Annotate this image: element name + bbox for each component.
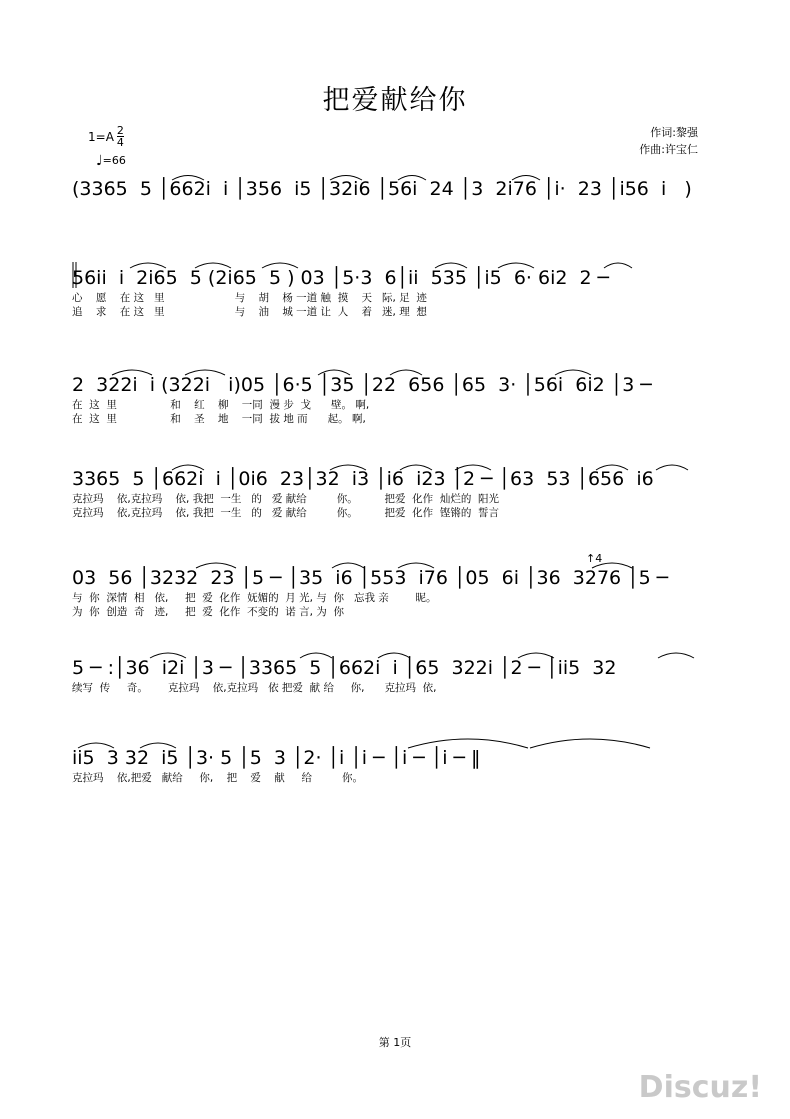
lyrics-line-2: 追 求 在 这 里 与 油 城 一道 让 人 着 迷, 理 想 [72,306,427,318]
lyrics-line-2: 在 这 里 和 圣 地 一同 拔 地 而 起。 啊, [72,413,366,425]
notation-line: 03 56 │3232 23 │5 ─ │35 i6 │553 i76 │05 6i │36 3276 │5 ─ [72,567,669,589]
key-label: 1=A [88,130,114,144]
music-system-5 [72,565,722,620]
music-system-2 [72,265,722,320]
lyrics-line-2: 为 你 创造 奇 迹, 把 爱 化作 不变的 诺 言, 为 你 [72,606,344,618]
notation-line: 2 322i i (322i i)05 │6·5 │35 │22 656 │65 3· │56i 6i2 │3 ─ [72,374,652,396]
notation-line: (3365 5 │662i i │356 i5 │32i6 │56i 24 │3 2i76 │i· 23 │i56 i ) [72,178,692,200]
notation-line: 5 ─ :│36 i2i │3 ─ │3365 5 │662i i │65 322i │2 ─ │ii5 32 [72,657,617,679]
tempo-marking [96,152,126,168]
lyrics-line-1: 在 这 里 和 红 柳 一同 漫 步 戈 壁。 啊, [72,399,370,411]
quarter-note-icon: ♩ [96,153,103,169]
time-denominator: 4 [116,136,124,149]
tempo-value: =66 [102,154,126,167]
time-signature [117,125,124,148]
lyrics-line-1: 克拉玛 依,把爱 献给 你, 把 爱 献 给 你。 [72,772,364,784]
page-title: 把爱献给你 [322,85,468,116]
music-system-4 [72,466,722,521]
key-signature [88,126,124,149]
notation-line: ii5 3 32 i5 │3· 5 │5 3 │2· │i │i ─ │i ─ │i ─ ‖ [72,747,481,769]
time-numerator: 2 [116,124,124,137]
notation-line: 56ii i 2i65 5 (2i65 5 ) 03 │5·3 6│ii 535 │i5 6· 6i2 2 ─ [72,267,610,289]
composer: 作曲:许宝仁 [639,143,698,156]
music-system-6 [72,655,722,696]
notation-line: 3365 5 │662i i │0i6 23│32 i3 │i6 i23 │2 ─ │63 53 │656 i6 [72,468,654,490]
page-number: 第 1页 [378,1036,412,1049]
credits [639,124,698,158]
lyrics-line-2: 克拉玛 依,克拉玛 依, 我把 一生 的 爱 献给 你。 把爱 化作 铿锵的 誓言 [72,507,500,519]
lyricist: 作词:黎强 [650,126,698,139]
music-system-3 [72,372,722,427]
lyrics-line-1: 与 你 深情 相 依, 把 爱 化作 妩媚的 月 光, 与 你 忘我 亲 昵。 [72,592,437,604]
lyrics-line-1: 克拉玛 依,克拉玛 依, 我把 一生 的 爱 献给 你。 把爱 化作 灿烂的 阳光 [72,493,500,505]
key-change-mark: ↑4 [586,552,603,565]
watermark: Discuz! [638,1070,762,1105]
lyrics-line-1: 心 愿 在 这 里 与 胡 杨 一道 触 摸 天 际, 足 迹 [72,292,427,304]
lyrics-line-1: 续写 传 奇。 克拉玛 依,克拉玛 依 把爱 献 给 你, 克拉玛 依, [72,682,437,694]
music-system-7 [72,745,722,786]
music-system-1 [72,176,722,202]
